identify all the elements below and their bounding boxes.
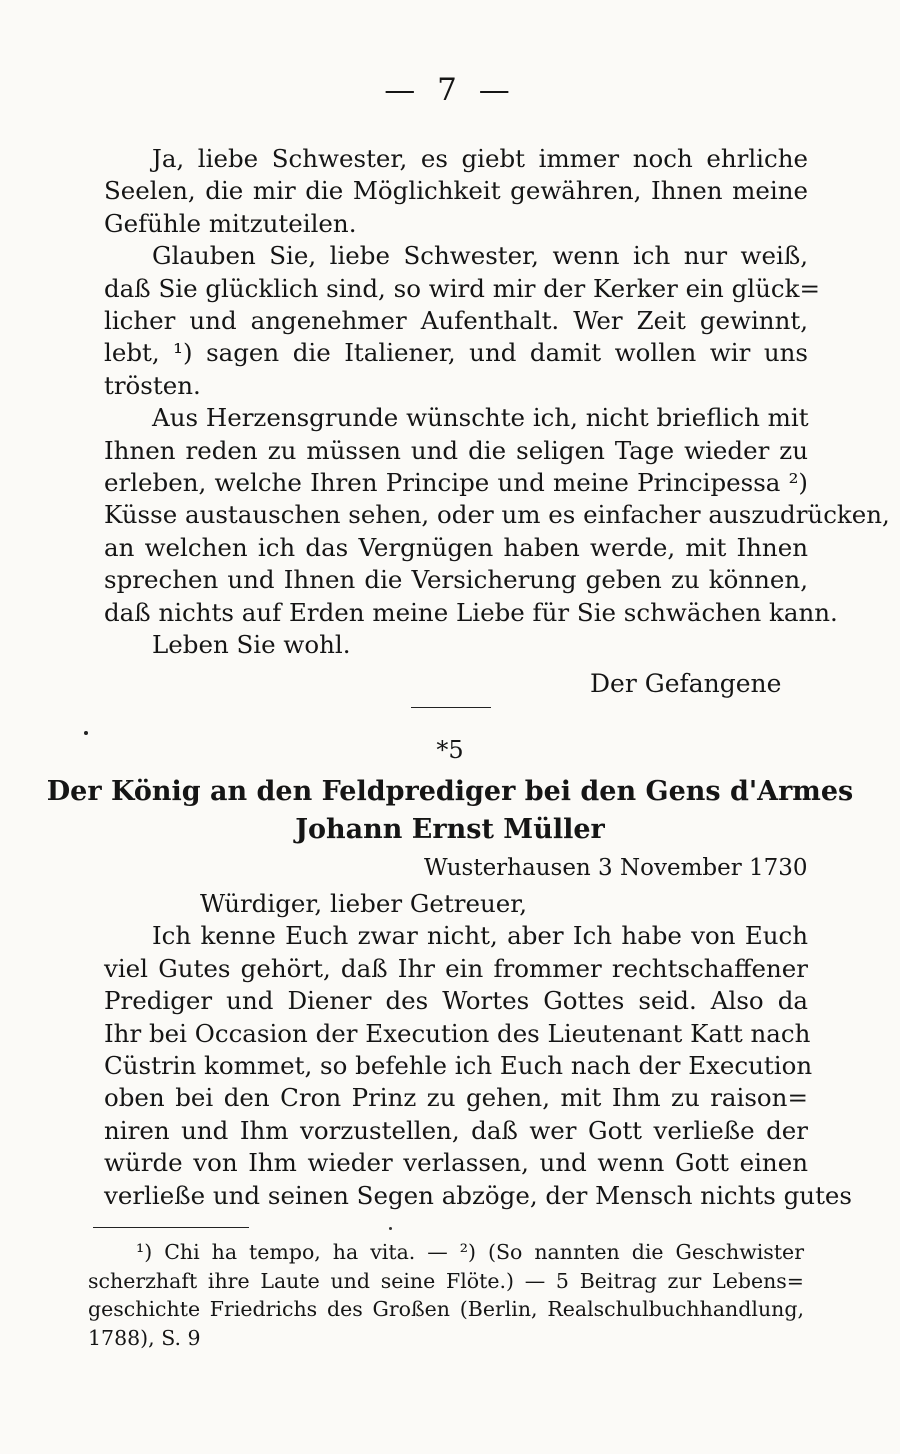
footnotes xyxy=(88,1238,804,1352)
text-line: Cüstrin kommet, so befehle ich Euch nach der Execution xyxy=(104,1051,813,1081)
text-line: Glauben Sie, liebe Schwester, wenn ich nur weiß, xyxy=(152,241,808,271)
text-line: trösten. xyxy=(104,370,201,400)
letter-2-body xyxy=(104,888,853,1212)
text-line: Würdiger, lieber Getreuer, xyxy=(200,889,528,918)
text-line: daß Sie glücklich sind, so wird mir der Kerker ein glück= xyxy=(104,273,820,303)
page-number: — 7 — xyxy=(384,72,516,108)
text-line: Gefühle mitzuteilen. xyxy=(104,208,357,238)
text-line: Seelen, die mir die Möglichkeit gewähren, Ihnen meine xyxy=(104,176,808,206)
footnote-line: geschichte Friedrichs des Großen (Berlin, Realschulbuchhandlung, xyxy=(88,1297,804,1321)
text-line: Küsse austauschen sehen, oder um es einfacher auszudrücken, xyxy=(104,500,890,530)
letter-2-title-line-2: Johann Ernst Müller xyxy=(295,814,605,845)
text-line: Ja, liebe Schwester, es giebt immer noch ehrliche xyxy=(152,144,808,173)
letter-2-place-date: Wusterhausen 3 November 1730 xyxy=(424,855,808,881)
text-line: würde von Ihm wieder verlassen, und wenn Gott einen xyxy=(104,1148,808,1178)
text-line: lebt, ¹) sagen die Italiener, und damit wollen wir uns xyxy=(104,338,808,368)
text-line: Ihr bei Occasion der Execution des Lieutenant Katt nach xyxy=(104,1018,811,1048)
text-line: Ich kenne Euch zwar nicht, aber Ich habe von Euch xyxy=(152,921,808,951)
text-line: niren und Ihm vorzustellen, daß wer Gott verließe der xyxy=(104,1115,808,1145)
text-line: verließe und seinen Segen abzöge, der Mensch nichts gutes xyxy=(104,1180,853,1210)
text-line: Aus Herzensgrunde wünschte ich, nicht brieflich mit xyxy=(152,403,809,433)
text-line: Leben Sie wohl. xyxy=(152,630,351,660)
text-line: oben bei den Cron Prinz zu gehen, mit Ihm zu raison= xyxy=(104,1083,808,1113)
footnote-line: ¹) Chi ha tempo, ha vita. — ²) (So nannten die Geschwister xyxy=(136,1240,804,1264)
section-divider xyxy=(411,707,491,708)
text-line: erleben, welche Ihren Principe und meine Principessa ²) xyxy=(104,468,808,498)
letter-1-body xyxy=(104,143,890,662)
text-line: Ihnen reden zu müssen und die seligen Tage wieder zu xyxy=(104,435,808,465)
letter-1-signature: Der Gefangene xyxy=(590,669,782,698)
print-speck xyxy=(389,1227,392,1230)
text-line: Prediger und Diener des Wortes Gottes seid. Also da xyxy=(104,986,808,1016)
footnote-line: scherzhaft ihre Laute und seine Flöte.) — 5 Beitrag zur Lebens= xyxy=(88,1268,804,1293)
footnote-line: 1788), S. 9 xyxy=(88,1325,201,1350)
letter-2-title-line-1: Der König an den Feldprediger bei den Gens d'Armes xyxy=(46,776,854,807)
text-line: daß nichts auf Erden meine Liebe für Sie schwächen kann. xyxy=(104,597,838,627)
text-line: licher und angenehmer Aufenthalt. Wer Zeit gewinnt, xyxy=(104,306,808,336)
footnote-rule xyxy=(93,1227,249,1228)
text-line: sprechen und Ihnen die Versicherung geben zu können, xyxy=(104,565,808,595)
print-speck xyxy=(84,731,88,735)
text-line: an welchen ich das Vergnügen haben werde, mit Ihnen xyxy=(104,532,808,562)
document-number: *5 xyxy=(436,736,464,764)
text-line: viel Gutes gehört, daß Ihr ein frommer rechtschaffener xyxy=(104,953,808,983)
